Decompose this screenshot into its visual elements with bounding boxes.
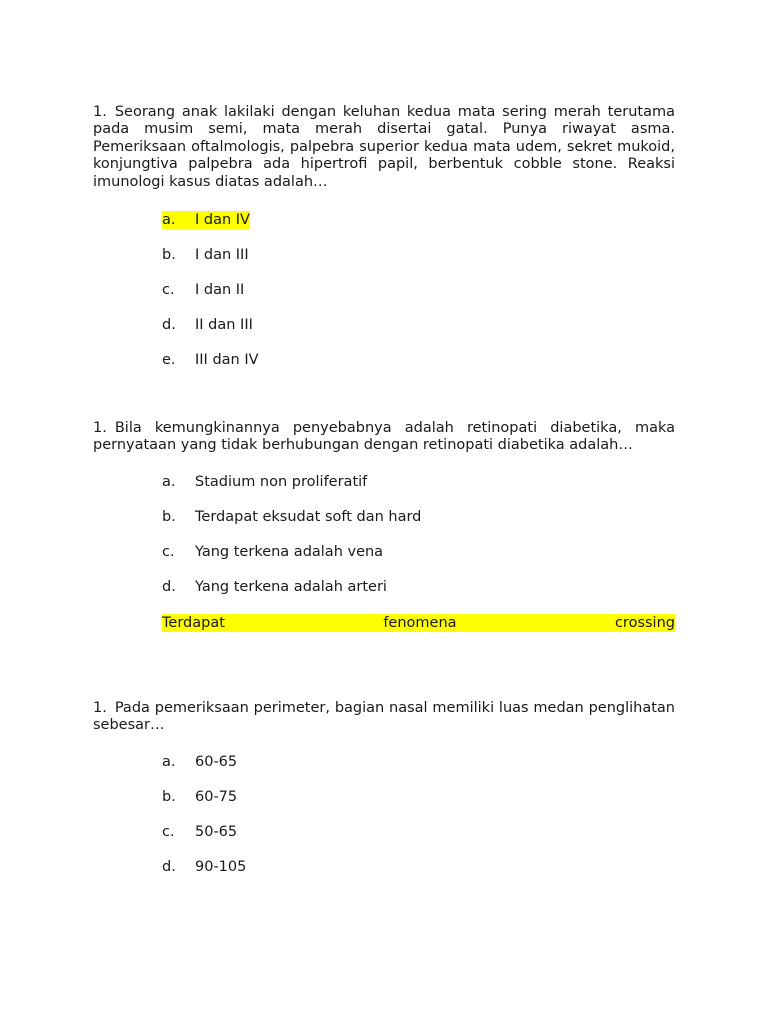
option-letter: d. bbox=[162, 579, 176, 595]
question-3-option-c bbox=[162, 823, 237, 841]
option-letter: c. bbox=[162, 824, 175, 840]
answer-word-2: fenomena bbox=[383, 615, 457, 631]
answer-word-3: crossing bbox=[614, 615, 675, 631]
option-text: Yang terkena adalah vena bbox=[195, 544, 384, 560]
option-text: 60-75 bbox=[195, 789, 238, 805]
answer-word-1: Terdapat bbox=[162, 615, 225, 631]
question-2-option-c bbox=[162, 543, 383, 561]
option-text: II dan III bbox=[195, 317, 253, 333]
option-text: 50-65 bbox=[195, 824, 238, 840]
question-1-number: 1. bbox=[93, 104, 107, 120]
question-1-option-b bbox=[162, 246, 249, 264]
option-letter: c. bbox=[162, 282, 175, 298]
question-2-number: 1. bbox=[93, 420, 107, 436]
option-text: Yang terkena adalah arteri bbox=[195, 579, 387, 595]
question-2-stem bbox=[93, 420, 675, 455]
option-letter: c. bbox=[162, 544, 175, 560]
option-letter: d. bbox=[162, 317, 176, 333]
question-1-stem bbox=[93, 104, 675, 191]
question-3-option-b bbox=[162, 788, 237, 806]
question-1-text: Seorang anak lakilaki dengan keluhan kedua mata sering merah terutama pada musim semi, mata merah disertai gatal. Punya riwayat asma. Pemeriksaan oftalmologis, palpebra superior kedua mata udem, sekret mukoid, konjungtiva palpebra ada hipertrofi papil, berbentuk cobble stone. Reaksi imunologi kasus diatas adalah… bbox=[93, 104, 675, 190]
option-text: Stadium non proliferatif bbox=[195, 474, 368, 490]
question-3-option-a bbox=[162, 753, 237, 771]
question-1-option-d bbox=[162, 316, 253, 334]
option-text: Terdapat eksudat soft dan hard bbox=[195, 509, 422, 525]
question-2-option-a bbox=[162, 473, 367, 491]
question-1-option-a bbox=[162, 211, 250, 229]
question-3-option-d bbox=[162, 858, 246, 876]
question-3-stem bbox=[93, 700, 675, 735]
option-letter: a. bbox=[162, 474, 176, 490]
option-letter: a. bbox=[162, 754, 176, 770]
question-2-text: Bila kemungkinannya penyebabnya adalah retinopati diabetika, maka pernyataan yang tidak berhubungan dengan retinopati diabetika adalah… bbox=[93, 420, 675, 454]
question-1-option-e bbox=[162, 351, 259, 369]
question-2-option-b bbox=[162, 508, 421, 526]
option-text: I dan III bbox=[195, 247, 249, 263]
option-letter: e. bbox=[162, 352, 176, 368]
option-letter: b. bbox=[162, 789, 176, 805]
question-3-number: 1. bbox=[93, 700, 107, 716]
option-text: I dan II bbox=[195, 282, 245, 298]
option-letter: b. bbox=[162, 247, 176, 263]
option-text: 60-65 bbox=[195, 754, 238, 770]
option-text: III dan IV bbox=[195, 352, 259, 368]
question-1-option-c bbox=[162, 281, 244, 299]
option-text: I dan IV bbox=[195, 212, 250, 228]
question-3-text: Pada pemeriksaan perimeter, bagian nasal memiliki luas medan penglihatan sebesar… bbox=[93, 700, 675, 734]
highlighted-answer-line bbox=[162, 614, 675, 632]
option-text: 90-105 bbox=[195, 859, 247, 875]
option-letter: d. bbox=[162, 859, 176, 875]
option-letter: b. bbox=[162, 509, 176, 525]
option-letter: a. bbox=[162, 212, 176, 228]
question-2-option-d bbox=[162, 578, 387, 596]
